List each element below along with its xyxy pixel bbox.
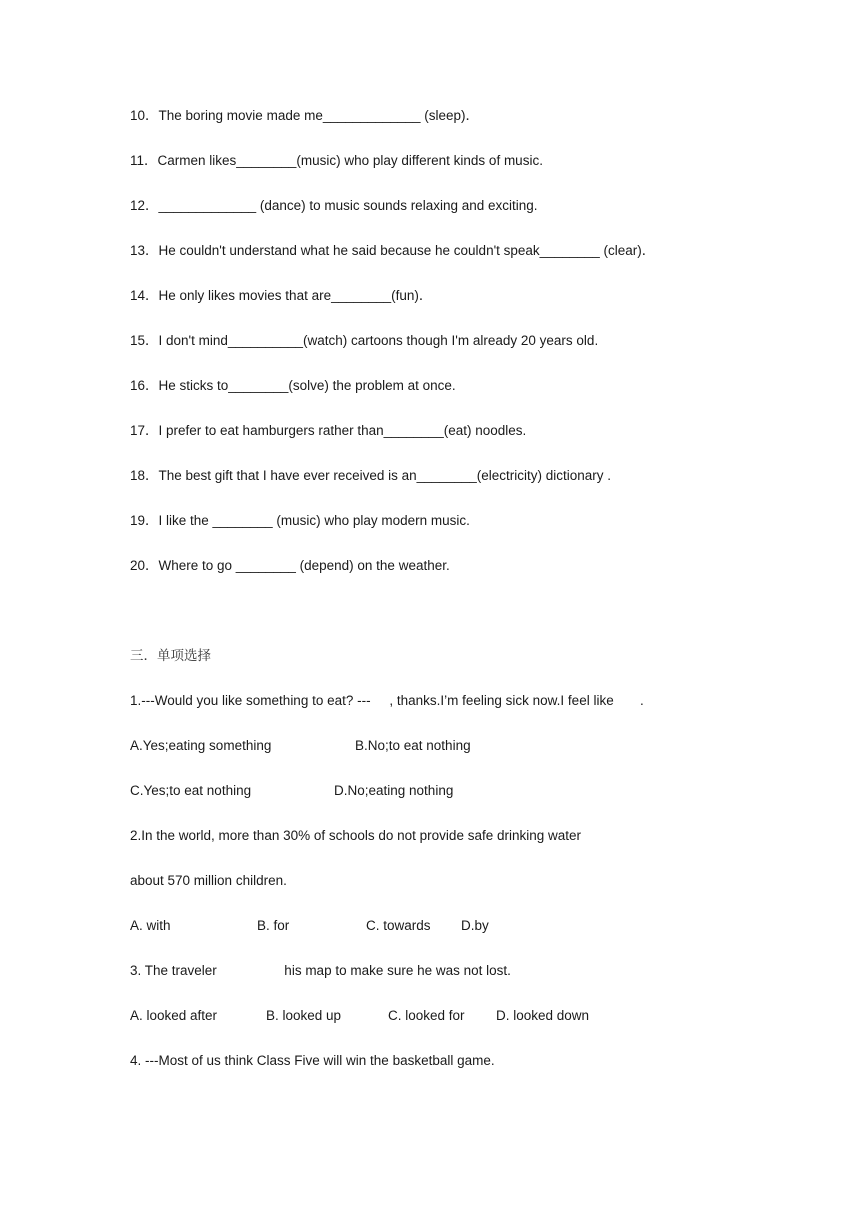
mc-question-4-stem: 4. ---Most of us think Class Five will win the basketball game. bbox=[130, 1053, 495, 1068]
mc-question-2-options bbox=[130, 917, 730, 935]
question-15: 15．I don't mind__________(watch) cartoons though I'm already 20 years old. bbox=[130, 333, 599, 348]
question-19: 19．I like the ________ (music) who play modern music. bbox=[130, 513, 470, 528]
question-11: 11．Carmen likes________(music) who play different kinds of music. bbox=[130, 153, 543, 168]
question-20: 20．Where to go ________ (depend) on the weather. bbox=[130, 558, 450, 573]
section-heading: 三．单项选择 bbox=[130, 648, 211, 663]
mc-question-1-stem: 1.---Would you like something to eat? --- , thanks.I’m feeling sick now.I feel like . bbox=[130, 693, 644, 708]
question-14: 14．He only likes movies that are________(fun)． bbox=[130, 288, 433, 303]
option-b: B. for bbox=[257, 918, 290, 933]
question-10: 10．The boring movie made me_____________ (sleep)． bbox=[130, 108, 479, 123]
option-d: D. looked down bbox=[496, 1008, 590, 1023]
mc-question-3-options bbox=[130, 1007, 730, 1025]
option-a: A. with bbox=[130, 918, 171, 933]
option-d: D.by bbox=[461, 918, 489, 933]
mc-question-2-stem-line-1: 2.In the world, more than 30% of schools do not provide safe drinking water bbox=[130, 828, 582, 843]
question-12: 12．_____________ (dance) to music sounds relaxing and exciting. bbox=[130, 198, 538, 213]
option-a: A.Yes;eating something bbox=[130, 738, 272, 753]
mc-question-1-options-row-1 bbox=[130, 737, 730, 755]
option-d: D.No;eating nothing bbox=[334, 783, 454, 798]
option-c: C. towards bbox=[366, 918, 431, 933]
mc-question-1-options-row-2 bbox=[130, 782, 730, 800]
option-c: C. looked for bbox=[388, 1008, 465, 1023]
mc-question-2-stem-line-2: about 570 million children. bbox=[130, 873, 287, 888]
question-13: 13．He couldn't understand what he said because he couldn't speak________ (clear)． bbox=[130, 243, 656, 258]
question-18: 18．The best gift that I have ever received is an________(electricity) dictionary . bbox=[130, 468, 612, 483]
question-17: 17．I prefer to eat hamburgers rather than________(eat) noodles. bbox=[130, 423, 527, 438]
mc-question-3-stem: 3. The traveler his map to make sure he was not lost. bbox=[130, 963, 511, 978]
question-16: 16．He sticks to________(solve) the problem at once. bbox=[130, 378, 456, 393]
option-b: B.No;to eat nothing bbox=[355, 738, 471, 753]
option-b: B. looked up bbox=[266, 1008, 342, 1023]
option-a: A. looked after bbox=[130, 1008, 218, 1023]
option-c: C.Yes;to eat nothing bbox=[130, 783, 252, 798]
